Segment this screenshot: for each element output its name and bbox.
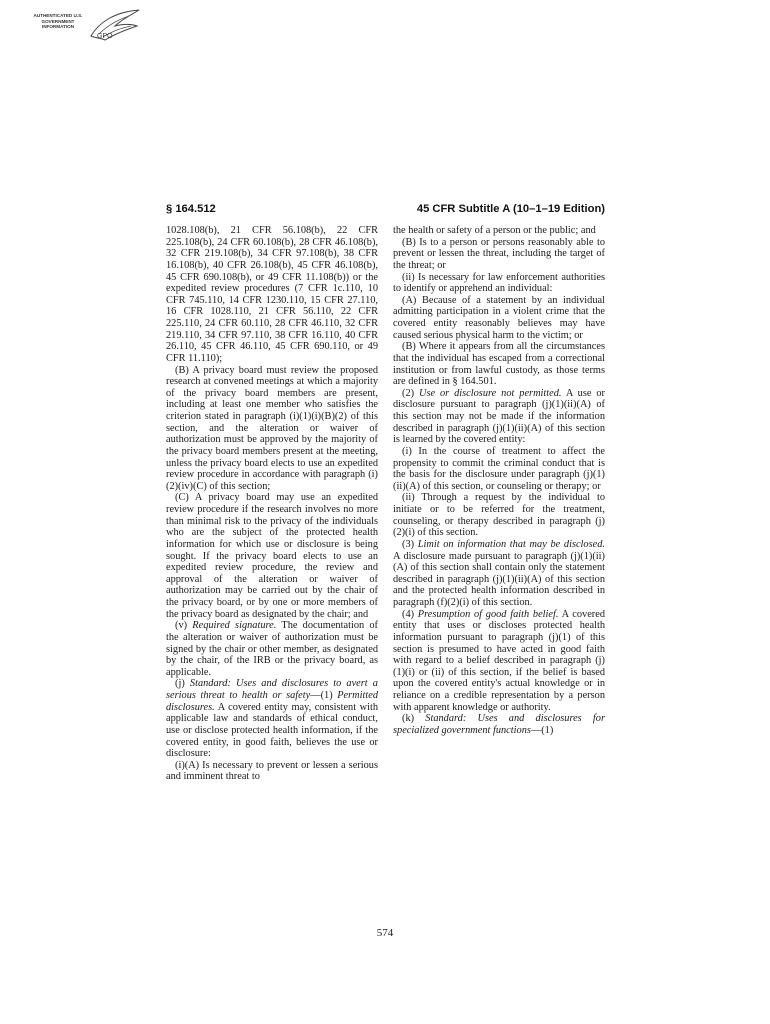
running-header-edition: 45 CFR Subtitle A (10–1–19 Edition) bbox=[416, 203, 605, 215]
paragraph-text: A disclosure made pursuant to paragraph (j)(1)(ii)(A) of this section shall contain only the statement described in paragraph (j)(1)(ii)(A) of this section and the protected health information described in paragraph (f)(2)(i) of this section. bbox=[393, 550, 605, 608]
right-text-column bbox=[393, 225, 605, 737]
italic-heading: Standard: Uses and disclosures for specialized government functions bbox=[393, 713, 605, 736]
paragraph-text: (C) A privacy board may use an expedited review procedure if the research involves no more than minimal risk to the privacy of the individuals who are the subject of the protected health information for which use or disclosure is being sought. If the privacy board elects to use an expedited review procedure, the review and approval of the alteration or waiver of authorization may be carried out by the chair of the privacy board, or by one or more members of the privacy board as designated by the chair; and bbox=[166, 492, 378, 620]
paragraph bbox=[393, 237, 605, 272]
paragraph bbox=[393, 446, 605, 493]
paragraph-text: (k) bbox=[402, 713, 426, 725]
paragraph-text: (B) Is to a person or persons reasonably able to prevent or lessen the threat, including the target of the threat; or bbox=[393, 236, 605, 271]
paragraph bbox=[166, 492, 378, 620]
italic-heading: Limit on information that may be disclosed. bbox=[417, 538, 605, 550]
paragraph bbox=[393, 341, 605, 388]
paragraph-text: (3) bbox=[402, 538, 418, 550]
paragraph-text: (v) bbox=[175, 620, 193, 632]
paragraph-text: A covered entity that uses or discloses protected health information pursuant to paragraph (j)(1) of this section is presumed to have acted in good faith with regard to a belief described in paragraph (j)(1)(i) or (ii) of this section, if the belief is based upon the covered entity's actual knowledge or in reliance on a credible representation by a person with apparent knowledge or authority. bbox=[393, 608, 605, 713]
paragraph-text: —(1) bbox=[530, 724, 554, 736]
paragraph bbox=[393, 225, 605, 237]
paragraph bbox=[166, 678, 378, 759]
paragraph-text: (B) A privacy board must review the proposed research at convened meetings at which a majority of the privacy board members are present, including at least one member who satisfies the criterion stated in paragraph (i)(1)(i)(B)(2) of this section, and the alteration or waiver of authorization must be approved by the majority of the privacy board members present at the meeting, unless the privacy board elects to use an expedited review procedure in accordance with paragraph (i)(2)(iv)(C) of this section; bbox=[166, 364, 378, 492]
paragraph bbox=[393, 609, 605, 714]
paragraph-text: 1028.108(b), 21 CFR 56.108(b), 22 CFR 225.108(b), 24 CFR 60.108(b), 28 CFR 46.108(b), 32 CFR 219.108(b), 34 CFR 97.108(b), 38 CFR 16.108(b), 40 CFR 26.108(b), 45 CFR 46.108(b), 45 CFR 690.108(b), or 49 CFR 11.108(b)) or the expedited review procedures (7 CFR 1c.110, 10 CFR 745.110, 14 CFR 1230.110, 15 CFR 27.110, 16 CFR 1028.110, 21 CFR 56.110, 22 CFR 225.110, 24 CFR 60.110, 28 CFR 46.110, 32 CFR 219.110, 34 CFR 97.110, 38 CFR 16.110, 40 CFR 26.110, 45 CFR 46.110, 45 CFR 690.110, or 49 CFR 11.110); bbox=[166, 225, 378, 364]
paragraph-text: (2) bbox=[402, 387, 419, 399]
paragraph bbox=[166, 225, 378, 365]
paragraph-text: The documentation of the alteration or waiver of authorization must be signed by the chair or other member, as designated by the chair, of the IRB or the privacy board, as applicable. bbox=[166, 620, 378, 678]
italic-heading: Permitted disclosures. bbox=[166, 690, 378, 713]
eagle-icon bbox=[85, 6, 143, 44]
paragraph bbox=[393, 713, 605, 736]
paragraph bbox=[393, 272, 605, 295]
section-number: § 164.512 bbox=[166, 203, 216, 215]
page-number: 574 bbox=[376, 927, 394, 939]
gpo-authentication-seal bbox=[27, 6, 145, 50]
paragraph bbox=[166, 365, 378, 493]
paragraph-text: the health or safety of a person or the public; and bbox=[393, 225, 596, 236]
italic-heading: Presumption of good faith belief. bbox=[417, 608, 559, 620]
paragraph-text: (A) Because of a statement by an individual admitting participation in a violent crime that the covered entity reasonably believes may have caused serious physical harm to the victim; or bbox=[393, 294, 605, 341]
seal-text: AUTHENTICATED U.S. GOVERNMENT INFORMATION bbox=[33, 13, 83, 30]
paragraph-text: (i) In the course of treatment to affect the propensity to commit the criminal conduct that is the basis for the disclosure under paragraph (j)(1)(ii)(A) of this section, or counseling or therapy; or bbox=[393, 445, 605, 492]
paragraph-text: (j) bbox=[175, 678, 190, 690]
paragraph-text: (ii) Is necessary for law enforcement authorities to identify or apprehend an individual: bbox=[393, 271, 605, 295]
paragraph bbox=[166, 760, 378, 783]
paragraph-text: (ii) Through a request by the individual to initiate or to be referred for the treatment, counseling, or therapy described in paragraph (j)(2)(i) of this section. bbox=[393, 492, 605, 539]
paragraph-text: (B) Where it appears from all the circumstances that the individual has escaped from a correctional institution or from lawful custody, as those terms are defined in § 164.501. bbox=[393, 341, 605, 388]
paragraph bbox=[393, 295, 605, 342]
paragraph bbox=[393, 492, 605, 539]
paragraph bbox=[166, 620, 378, 678]
paragraph-text: (4) bbox=[402, 608, 418, 620]
paragraph-text: A covered entity may, consistent with applicable law and standards of ethical conduct, use or disclose protected health information, if the covered entity, in good faith, believes the use or disclosure: bbox=[166, 701, 378, 760]
italic-heading: Standard: Uses and disclosures to avert a serious threat to health or safety bbox=[166, 678, 378, 701]
italic-heading: Use or disclosure not permitted. bbox=[418, 387, 562, 399]
paragraph bbox=[393, 539, 605, 609]
left-text-column bbox=[166, 225, 378, 783]
italic-heading: Required signature. bbox=[192, 620, 277, 632]
paragraph-text: A use or disclosure pursuant to paragraph (j)(1)(ii)(A) of this section may not be made if the information described in paragraph (j)(1)(ii)(A) of this section is learned by the covered entity: bbox=[393, 387, 605, 446]
paragraph-text: (i)(A) Is necessary to prevent or lessen a serious and imminent threat to bbox=[166, 759, 378, 783]
seal-gpo: GPO bbox=[97, 33, 113, 40]
paragraph-text: —(1) bbox=[310, 690, 338, 701]
paragraph bbox=[393, 388, 605, 446]
